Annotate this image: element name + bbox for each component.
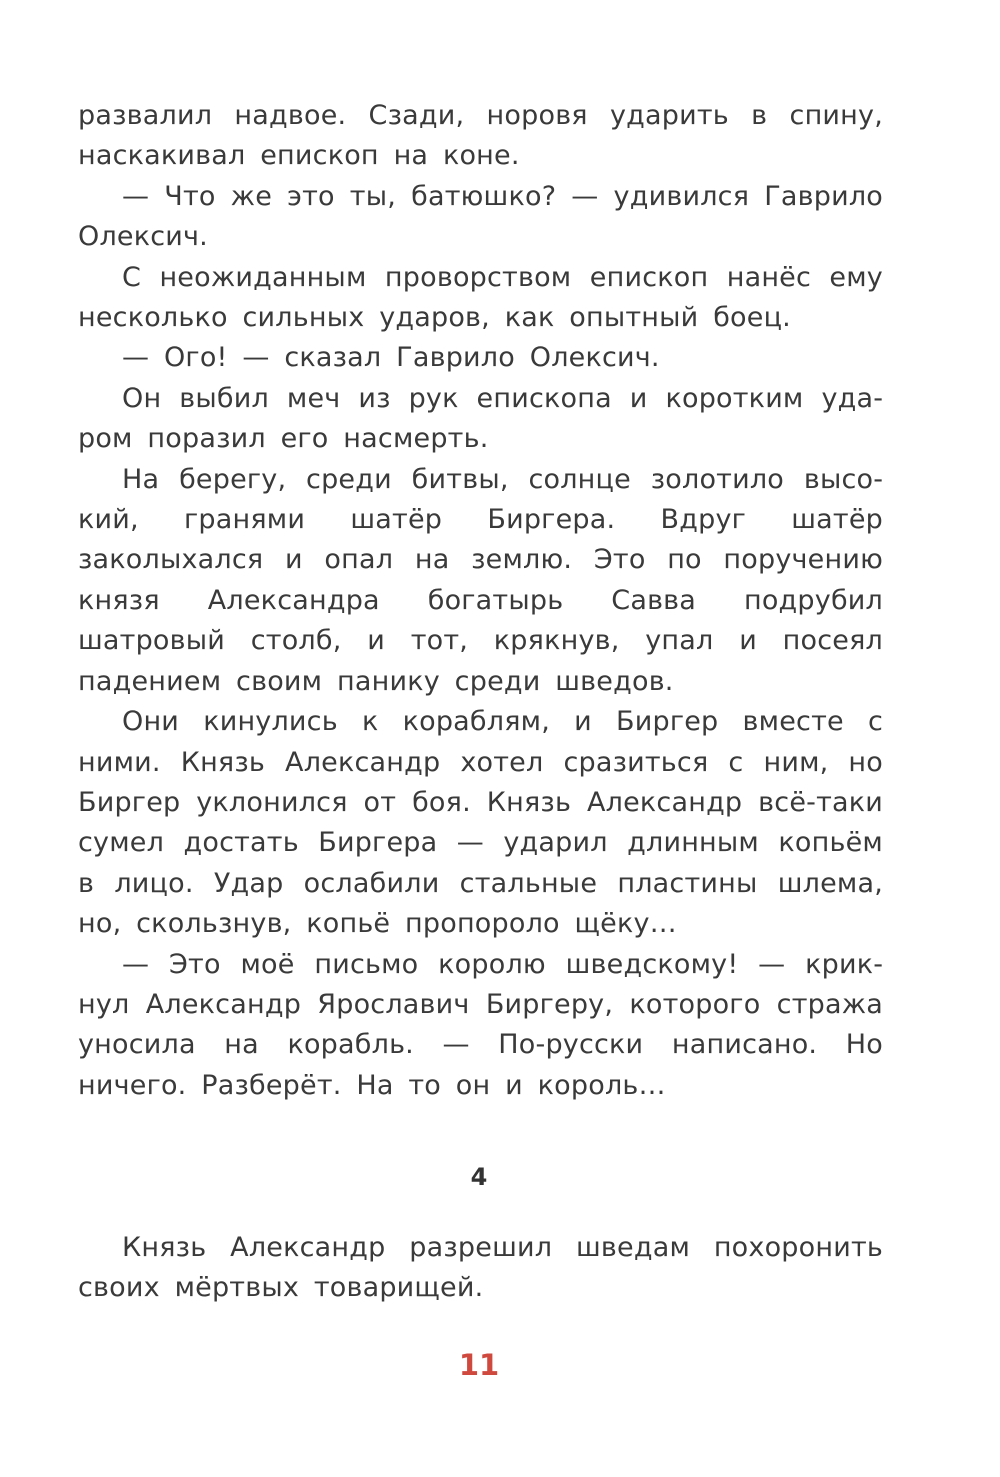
paragraph: Они кинулись к кораблям, и Биргер вместе с ними. Князь Александр хотел сразиться с ним, но Биргер уклонился от боя. Князь Александр всё-таки сумел достать Биргера — ударил длинным копьём в лицо. Удар ослабили стальные пластины шлема, но, скользнув, копьё пропороло щёку… <box>78 706 883 940</box>
paragraph: С неожиданным проворством епископ нанёс ему несколько сильных ударов, как опытный боец. <box>78 261 883 334</box>
chapter-number: 4 <box>470 1163 488 1191</box>
paragraph: — Это моё письмо королю шведскому! — крикнул Александр Ярославич Биргеру, которого стража уносила на корабль. — По-русски написано. Но ничего. Разберёт. На то он и король… <box>78 948 883 1101</box>
page-number: 11 <box>458 1348 500 1382</box>
paragraph: Он выбил меч из рук епископа и коротким ударом поразил его насмерть. <box>78 382 883 455</box>
main-text <box>78 96 883 1106</box>
paragraph: Князь Александр разрешил шведам похоронить своих мёртвых товарищей. <box>78 1232 883 1304</box>
paragraph: развалил надвое. Сзади, норовя ударить в спину, наскакивал епископ на коне. <box>78 100 883 172</box>
chapter-text <box>78 1228 883 1309</box>
paragraph: — Что же это ты, батюшко? — удивился Гаврило Олексич. <box>78 180 883 253</box>
paragraph: — Ого! — сказал Гаврило Олексич. <box>122 342 660 374</box>
paragraph: На берегу, среди битвы, солнце золотило высокий, гранями шатёр Биргера. Вдруг шатёр заколыхался и опал на землю. Это по поручению князя Александра богатырь Савва подрубил шатровый столб, и тот, крякнув, упал и посеял падением своим панику среди шведов. <box>78 463 883 697</box>
